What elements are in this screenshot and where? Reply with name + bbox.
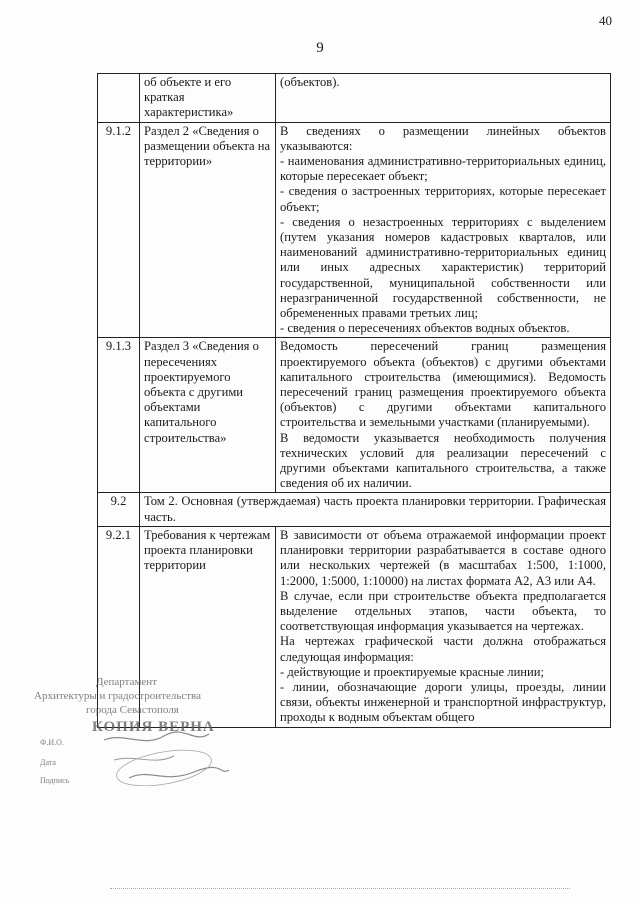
paragraph: - сведения о незастроенных территориях с выделением (путем указания номеров кадастровых кварталов, или наименований административно-территориальных единиц или иных адресных характеристик) территорий государственной, муниципальной собственности или неразграниченной государственной собственности, не обремененных правами третьих лиц; — [280, 214, 606, 321]
paragraph: - линии, обозначающие дороги улицы, проезды, линии связи, объекты инженерной и транспортной инфраструктур, проходы к водным объектам общего — [280, 679, 606, 725]
stamp-field-date: Дата — [40, 758, 56, 767]
corner-page-number: 40 — [599, 13, 612, 28]
paragraph: В зависимости от объема отражаемой информации проект планировки территории разрабатывается в составе одного или нескольких чертежей (в масштабах 1:500, 1:1000, 1:2000, 1:5000, 1:10000) на листах формата А2, А3 или А4. — [280, 527, 606, 588]
bottom-dotted-line — [110, 888, 570, 889]
table-row — [98, 74, 611, 123]
row-description — [276, 338, 611, 493]
table-row — [98, 122, 611, 338]
section-heading: Том 2. Основная (утверждаемая) часть проекта планировки территории. Графическая часть. — [140, 493, 611, 526]
paragraph: - действующие и проектируемые красные линии; — [280, 664, 545, 679]
stamp-organization: Архитектуры и градостроительства — [34, 690, 201, 702]
stamp-title: КОПИЯ ВЕРНА — [92, 719, 215, 735]
row-title: об объекте и его краткая характеристика» — [140, 74, 276, 123]
stamp-department: Департамент — [96, 676, 158, 688]
stamp-city: города Севастополя — [86, 704, 179, 716]
table-row — [98, 338, 611, 493]
row-number: 9.1.3 — [98, 338, 140, 493]
table-row — [98, 493, 611, 526]
paragraph: - наименования административно-территориальных единиц, которые пересекает объект; — [280, 154, 606, 184]
row-description — [276, 74, 611, 123]
stamp-field-signature: Подпись — [40, 776, 70, 785]
paragraph: (объектов). — [280, 75, 340, 89]
certified-copy-stamp — [34, 676, 274, 786]
paragraph: - сведения о пересечениях объектов водных объектов. — [280, 321, 570, 336]
paragraph: - сведения о застроенных территориях, которые пересекает объект; — [280, 184, 606, 214]
row-number: 9.2.1 — [98, 526, 140, 727]
paragraph: В сведениях о размещении линейных объектов указываются: — [280, 123, 606, 153]
requirements-table — [97, 73, 611, 728]
paragraph: В ведомости указывается необходимость получения технических условий для реализации пересечений с другими объектами капитального строительства, а также сведения об их наличии. — [280, 430, 606, 491]
paragraph: В случае, если при строительстве объекта предполагается выделение отдельных этапов, части объекта, то соответствующая информация указывается на чертежах. — [280, 588, 606, 634]
row-title: Требования к чертежам проекта планировки территории — [140, 526, 276, 727]
signature-scribble-icon — [34, 676, 274, 786]
paragraph-spacer — [280, 90, 606, 105]
paragraph: На чертежах графической части должна отображаться следующая информация: — [280, 634, 606, 664]
paragraph: Ведомость пересечений границ размещения проектируемого объекта (объектов) с другими объектами капитального строительства (имеющимися). Ведомость пересечений границ размещения проектируемого объекта (объектов) с другими объектами капитального строительства и земельными участками (планируемыми). — [280, 339, 606, 430]
stamp-field-name: Ф.И.О. — [40, 738, 64, 747]
row-description — [276, 526, 611, 727]
row-number: 9.1.2 — [98, 122, 140, 338]
row-description — [276, 122, 611, 338]
row-title: Раздел 2 «Сведения о размещении объекта на территории» — [140, 122, 276, 338]
row-number — [98, 74, 140, 123]
row-title: Раздел 3 «Сведения о пересечениях проектируемого объекта с другими объектами капитального строительства» — [140, 338, 276, 493]
page-number: 9 — [316, 40, 324, 56]
paragraph-spacer — [280, 105, 606, 120]
row-number: 9.2 — [98, 493, 140, 526]
